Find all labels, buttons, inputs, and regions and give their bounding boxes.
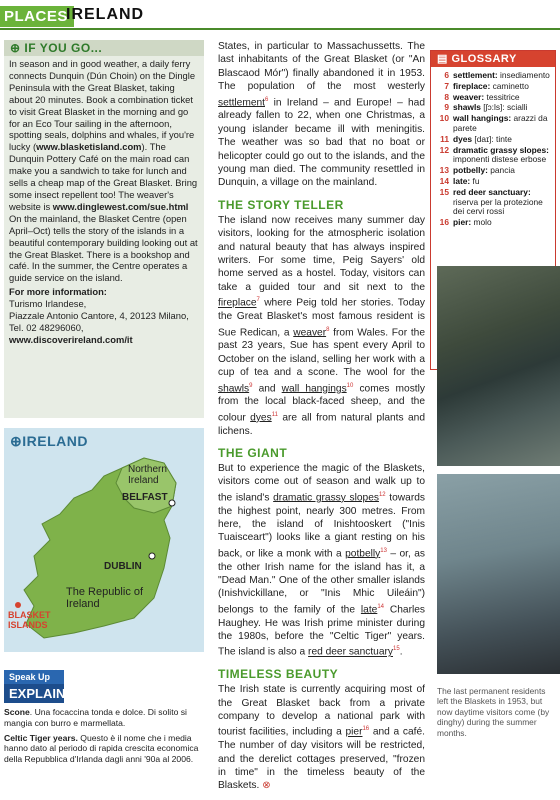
glossary-entry: weaver: tessitrice [453,91,520,102]
glossary-entry: late: fu [453,175,480,186]
glossary-entry: dyes [daɪ]: tinte [453,133,512,144]
glossary-entry: settlement: insediamento [453,70,550,80]
glossary-entry: shawls [ʃɔ:ls]: scialli [453,102,528,113]
glossary-item [431,218,555,229]
glossary-entry: dramatic grassy slopes: imponenti distese erbose [453,144,549,165]
glossary-number: 7 [444,80,449,91]
glossary-number: 10 [439,113,449,124]
explain-item: Scone. Una focaccina tonda e dolce. Di solito si mangia con burro e marmellata. [4,707,187,728]
glossary-number: 6 [444,70,449,80]
explains-badge: EXPLAINS [4,684,64,703]
giant-paragraph: But to experience the magic of the Blaskets, visitors come out of season and walk up to the island's dramatic grassy slopes$^{12}$ towards the highest point, nearly 300 metres. From here, the island of Inishtooskert ("Inis Tuaisceart") looks like a giant resting on his back, or like a monk with a potbelly$^{13}$ – or, as the other Irish name for the island has it, a "Dead Man." One of the other smaller islands (Inishvickillane, or "Inis Mhic Uileáin") belongs to the family of the late$^{14}$ Charles Haughey. He was Irish prime minister during the 1980s, before the "Celtic Tiger" years. The island is also a red deer sanctuary$^{15}$. [218,462,425,658]
speak-up-badge: Speak Up [4,670,64,684]
timeless-paragraph: The Irish state is currently acquiring most of the Great Blasket back from a private company to develop a national park with tourist facilities, including a pier$^{16}$ and a café. The number of day visitors will be restricted, and the derelict cottages preserved, "frozen in time" in the timeless beauty of the Blaskets. ⊗ [218,684,425,792]
map-label-northern-ireland: Northern Ireland [128,464,167,486]
article-column [218,40,425,800]
glossary-item [431,146,555,167]
glossary-number: 13 [439,165,449,176]
glossary-number: 14 [439,175,449,186]
explain-item: Celtic Tiger years. Questo è il nome che i media hanno dato al periodo di rapida crescita economica della Repubblica d'Irlanda dagli anni '90a al 2006. [4,732,199,765]
heading-giant: THE GIANT [218,445,288,460]
map-label-belfast: BELFAST [122,492,168,503]
speak-up-box [4,670,204,795]
glossary-entry: wall hangings: arazzi da parete [453,113,548,133]
map-label-republic: The Republic of Ireland [66,586,144,610]
glossary-list [431,71,555,229]
search-icon: ⊕ [10,433,23,449]
glossary-number: 11 [440,133,449,144]
glossary-number: 12 [439,144,449,155]
glossary-title: ▤ GLOSSARY [431,51,555,67]
if-you-go-box [4,40,204,418]
story-paragraph: The island now receives many summer day visitors, looking for the atmospheric isolation and natural beauty that has always inspired writers. For some time, Peig Sayers' old home served as a hostel. Today, visitors can take a guided tour and sit next to the fireplace$^7$ where Peig told her stories. Today the Great Blasket's most famous resident is Sue Redican, a weaver$^8$ from Wales. For the past 23 years, Sue has spent every April to October on the island, selling her work with a cup of tea and a scone. The wool for the shawls$^9$ and wall hangings$^{10}$ comes mostly from the local black-faced sheep, and the colour dyes$^{11}$ are all from natural plants and lichens. [218,214,425,437]
ireland-map [4,428,204,652]
intro-paragraph: States, in particular to Massachussetts. The last inhabitants of the Great Blasket (or "An Blascaod Mór") finally abandoned it in 1953. The population of the most westerly settlement$^6$ in Ireland – and Europe! – had already fallen to 22, when one Christmas, a young islander became ill with meningitis. The weather was so bad that no boat or helicopter could go out to the islands, and the young man died. The community resettled in Dunquin, a village on the mainland. [218,41,425,189]
book-icon: ▤ [437,53,448,65]
glossary-entry: pier: molo [453,217,492,228]
blasket-link[interactable]: www.blasketisland.com [36,141,142,153]
page-header [0,0,560,30]
search-icon: ⊕ [10,41,21,55]
glossary-entry: fireplace: caminetto [453,80,529,91]
heading-timeless-beauty: TIMELESS BEAUTY [218,667,339,682]
glossary-item [431,188,555,218]
weaver-link[interactable]: www.dinglewest.com/sue.html [52,200,189,212]
heading-story-teller: THE STORY TELLER [218,197,344,212]
glossary-entry: red deer sanctuary: riserva per la protezione dei cervi rossi [453,186,543,217]
glossary-number: 16 [439,217,449,228]
photo-caption: The last permanent residents left the Blaskets in 1953, but now daytime visitors come (by dinghy) during the summer months. [437,686,550,738]
end-mark-icon: ⊗ [262,780,271,792]
map-title: ⊕IRELAND [10,433,88,449]
photo-dinghy-visitors [437,474,560,674]
glossary-item [431,166,555,177]
if-you-go-title: ⊕ IF YOU GO... [4,40,204,56]
page-title: IRELAND [66,6,145,23]
map-label-dublin: DUBLIN [104,561,142,572]
glossary-entry: potbelly: pancia [453,165,515,176]
ferry-paragraph: In season and in good weather, a daily ferry connects Dunquin (Dún Choin) on the Dingle Peninsula with the Great Blasket, taking about 20 minutes. Book a combination ticket to visit Great Blasket in the morning and go for an Eco Tour sailing in the afternoon, spotting seals, dolphins and whales, if you're lucky (www.blasketisland.com). The Dunquin Pottery Café on the main road can make you a sandwich to take for lunch and sells a cheap map of the Great Blasket. Bring some insect repellent too! The weaver's website is www.dinglewest.com/sue.html On the mainland, the Blasket Centre (open April–Oct) tells the story of the islands in a beautiful contemporary building looking out at the Great Blasket. There is a bookshop and café. In the summer, the Centre operates a guide service on the island. [9,58,198,284]
section-tag: PLACES [0,6,74,27]
glossary-number: 8 [444,91,449,102]
discover-ireland-link[interactable]: www.discoverireland.com/it [9,333,133,345]
more-info: For more information: Turismo Irlandese, Piazzale Antonio Cantore, 4, 20123 Milano, Tel. 02 48296060, www.discoverireland.com/it [9,286,189,345]
glossary-item [431,114,555,135]
glossary-number: 9 [444,102,449,113]
glossary-number: 15 [439,186,449,197]
map-label-blasket: BLASKET ISLANDS [8,610,51,630]
photo-coast-boat [437,266,560,466]
